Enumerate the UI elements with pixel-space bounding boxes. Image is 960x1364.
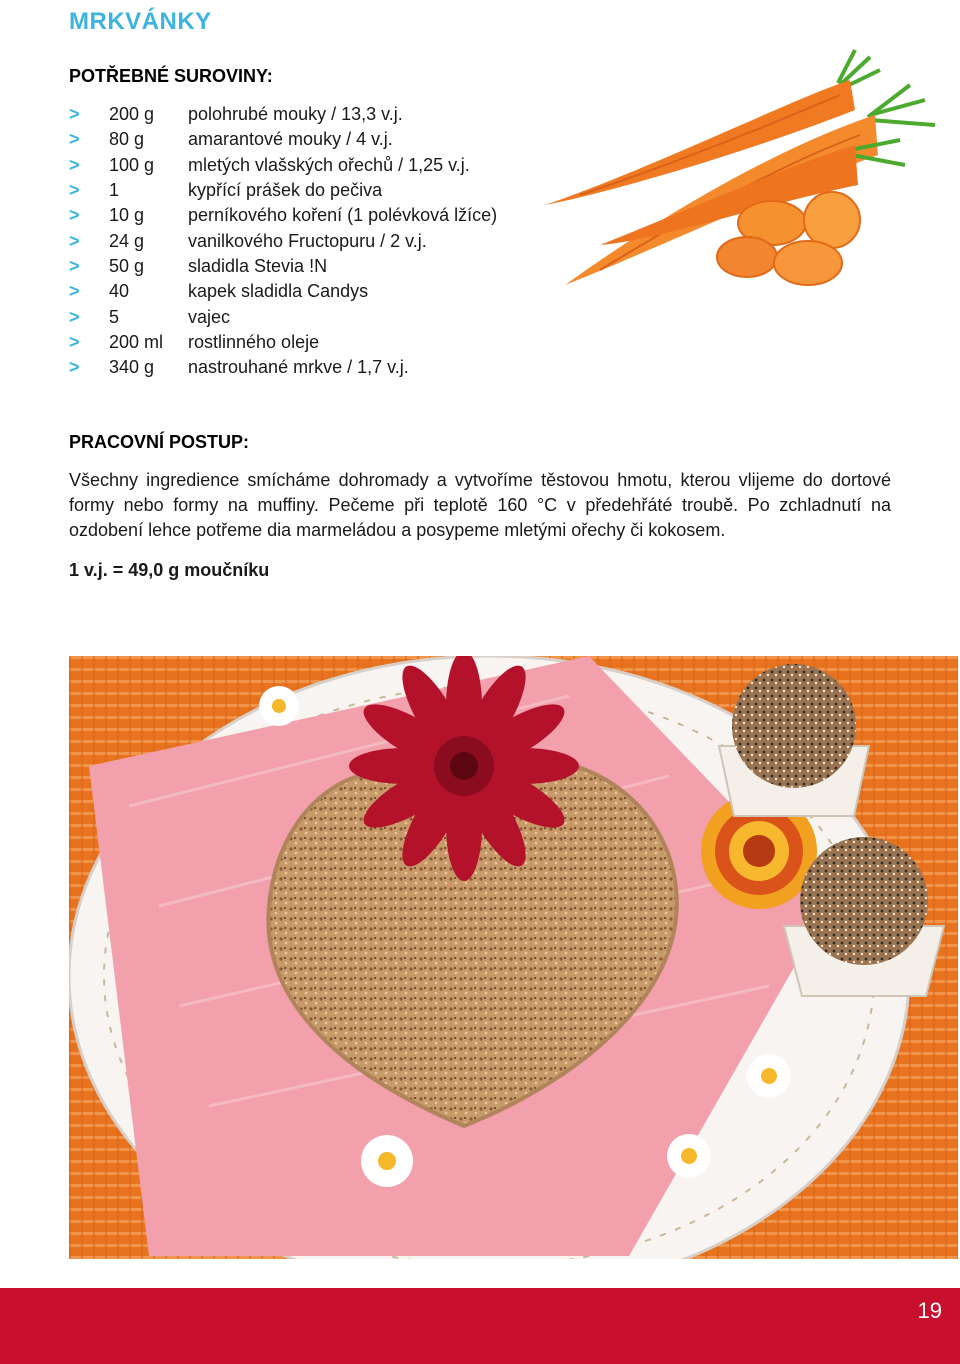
bullet-marker: > bbox=[69, 281, 80, 302]
ingredient-item bbox=[69, 304, 549, 329]
ingredient-quantity: 100 g bbox=[109, 154, 155, 175]
procedure-text: Všechny ingredience smícháme dohromady a vytvoříme těstovou hmotu, kterou vlijeme do dortové formy nebo formy na muffiny. Pečeme při teplotě 160 °C v předehřáté troubě. Po zchladnutí na ozdobení lehce potřeme dia marmeládou a posypeme mletými ořechy či kokosem. bbox=[69, 470, 891, 540]
ingredient-quantity: 5 bbox=[109, 306, 120, 327]
cake-photo bbox=[69, 656, 958, 1259]
ingredient-name: amarantové mouky / 4 v.j. bbox=[188, 129, 393, 150]
ingredients-list bbox=[69, 102, 549, 380]
yield-info: 1 v.j. = 49,0 g moučníku bbox=[69, 560, 270, 580]
bullet-marker: > bbox=[69, 154, 80, 175]
ingredient-item bbox=[69, 178, 549, 203]
ingredient-name: sladidla Stevia !N bbox=[188, 255, 328, 276]
ingredient-name: kapek sladidla Candys bbox=[188, 281, 369, 302]
footer-band bbox=[0, 1288, 960, 1364]
ingredient-quantity: 24 g bbox=[109, 230, 145, 251]
ingredient-quantity: 80 g bbox=[109, 129, 145, 150]
ingredient-item bbox=[69, 102, 549, 127]
bullet-marker: > bbox=[69, 306, 80, 327]
ingredient-quantity: 200 ml bbox=[109, 331, 164, 352]
carrots-image bbox=[540, 45, 950, 295]
ingredient-name: nastrouhané mrkve / 1,7 v.j. bbox=[188, 357, 409, 378]
ingredient-item bbox=[69, 228, 549, 253]
ingredient-item bbox=[69, 254, 549, 279]
ingredient-quantity: 340 g bbox=[109, 357, 155, 378]
ingredient-item bbox=[69, 127, 549, 152]
ingredient-item bbox=[69, 279, 549, 304]
ingredients-heading: POTŘEBNÉ SUROVINY: bbox=[69, 66, 273, 86]
ingredient-quantity: 200 g bbox=[109, 104, 155, 125]
ingredient-quantity: 1 bbox=[109, 180, 120, 201]
ingredient-quantity: 40 bbox=[109, 281, 130, 302]
ingredient-item bbox=[69, 203, 549, 228]
ingredient-quantity: 50 g bbox=[109, 255, 145, 276]
bullet-marker: > bbox=[69, 331, 80, 352]
ingredient-name: rostlinného oleje bbox=[188, 331, 320, 352]
bullet-marker: > bbox=[69, 230, 80, 251]
ingredient-quantity: 10 g bbox=[109, 205, 145, 226]
ingredient-name: perníkového koření (1 polévková lžíce) bbox=[188, 205, 498, 226]
ingredient-item bbox=[69, 355, 549, 380]
bullet-marker: > bbox=[69, 180, 80, 201]
ingredient-name: kypřící prášek do pečiva bbox=[188, 180, 383, 201]
bullet-marker: > bbox=[69, 357, 80, 378]
procedure-heading: PRACOVNÍ POSTUP: bbox=[69, 432, 250, 452]
bullet-marker: > bbox=[69, 104, 80, 125]
ingredient-name: polohrubé mouky / 13,3 v.j. bbox=[188, 104, 403, 125]
recipe-title: MRKVÁNKY bbox=[69, 8, 212, 35]
bullet-marker: > bbox=[69, 255, 80, 276]
ingredient-name: mletých vlašských ořechů / 1,25 v.j. bbox=[188, 154, 470, 175]
ingredient-item bbox=[69, 330, 549, 355]
ingredient-name: vajec bbox=[188, 306, 231, 327]
ingredient-item bbox=[69, 153, 549, 178]
page-number: 19 bbox=[917, 1298, 942, 1323]
bullet-marker: > bbox=[69, 129, 80, 150]
bullet-marker: > bbox=[69, 205, 80, 226]
ingredient-name: vanilkového Fructopuru / 2 v.j. bbox=[188, 230, 427, 251]
